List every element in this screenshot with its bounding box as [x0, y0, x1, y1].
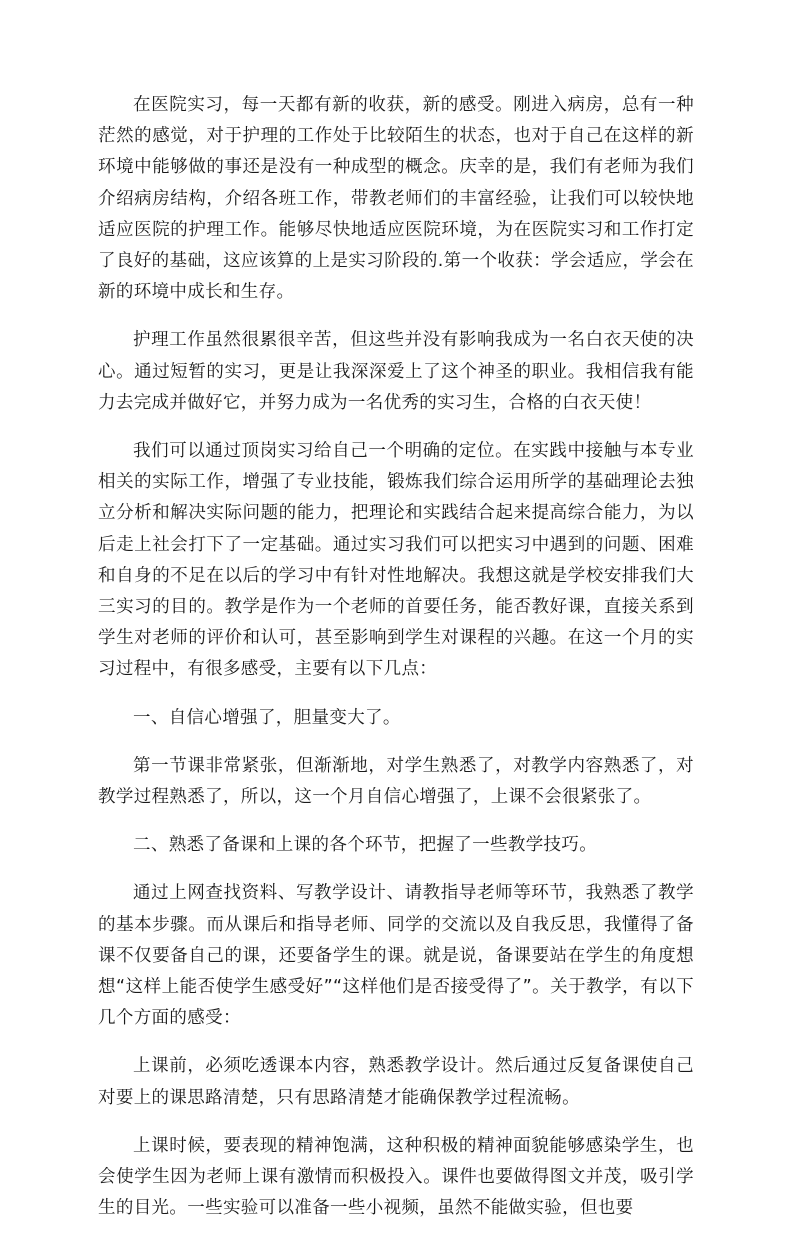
- paragraph-2: 护理工作虽然很累很辛苦，但这些并没有影响我成为一名白衣天使的决心。通过短暂的实习，更是让我深深爱上了这个神圣的职业。我相信我有能力去完成并做好它，并努力成为一名优秀的实习生，合格的白衣天使！: [98, 330, 694, 413]
- paragraph-8: 上课前，必须吃透课本内容，熟悉教学设计。然后通过反复备课使自己对要上的课思路清楚，只有思路清楚才能确保教学过程流畅。: [98, 1056, 694, 1108]
- paragraph-9: 上课时候，要表现的精神饱满，这种积极的精神面貌能够感染学生，也会使学生因为老师上课有激情而积极投入。课件也要做得图文并茂，吸引学生的目光。一些实验可以准备一些小视频，虽然不能做实验，但也要: [98, 1135, 694, 1219]
- paragraph-7: 通过上网查找资料、写教学设计、请教指导老师等环节，我熟悉了教学的基本步骤。而从课后和指导老师、同学的交流以及自我反思，我懂得了备课不仅要备自己的课，还要备学生的课。就是说，备课要站在学生的角度想想“这样上能否使学生感受好”“这样他们是否接受得了”。关于教学，有以下几个方面的感受：: [98, 883, 694, 1029]
- paragraph-3: 我们可以通过顶岗实习给自己一个明确的定位。在实践中接触与本专业相关的实际工作，增强了专业技能，锻炼我们综合运用所学的基础理论去独立分析和解决实际问题的能力，把理论和实践结合起来提高综合能力，为以后走上社会打下了一定基础。通过实习我们可以把实习中遇到的问题、困难和自身的不足在以后的学习中有针对性地解决。我想这就是学校安排我们大三实习的目的。教学是作为一个老师的首要任务，能否教好课，直接关系到学生对老师的评价和认可，甚至影响到学生对课程的兴趣。在这一个月的实习过程中，有很多感受，主要有以下几点：: [98, 441, 694, 680]
- document-body: [98, 90, 694, 1242]
- paragraph-5: 第一节课非常紧张，但渐渐地，对学生熟悉了，对教学内容熟悉了，对教学过程熟悉了，所以，这一个月自信心增强了，上课不会很紧张了。: [98, 755, 694, 808]
- paragraph-1: 在医院实习，每一天都有新的收获，新的感受。刚进入病房，总有一种茫然的感觉，对于护理的工作处于比较陌生的状态，也对于自己在这样的新环境中能够做的事还是没有一种成型的概念。庆幸的是，我们有老师为我们介绍病房结构，介绍各班工作，带教老师们的丰富经验，让我们可以较快地适应医院的护理工作。能够尽快地适应医院环境，为在医院实习和工作打定了良好的基础，这应该算的上是实习阶段的.第一个收获：学会适应，学会在新的环境中成长和生存。: [98, 95, 694, 303]
- paragraph-6: 二、熟悉了备课和上课的各个环节，把握了一些教学技巧。: [133, 835, 598, 856]
- paragraph-4: 一、自信心增强了，胆量变大了。: [133, 707, 401, 728]
